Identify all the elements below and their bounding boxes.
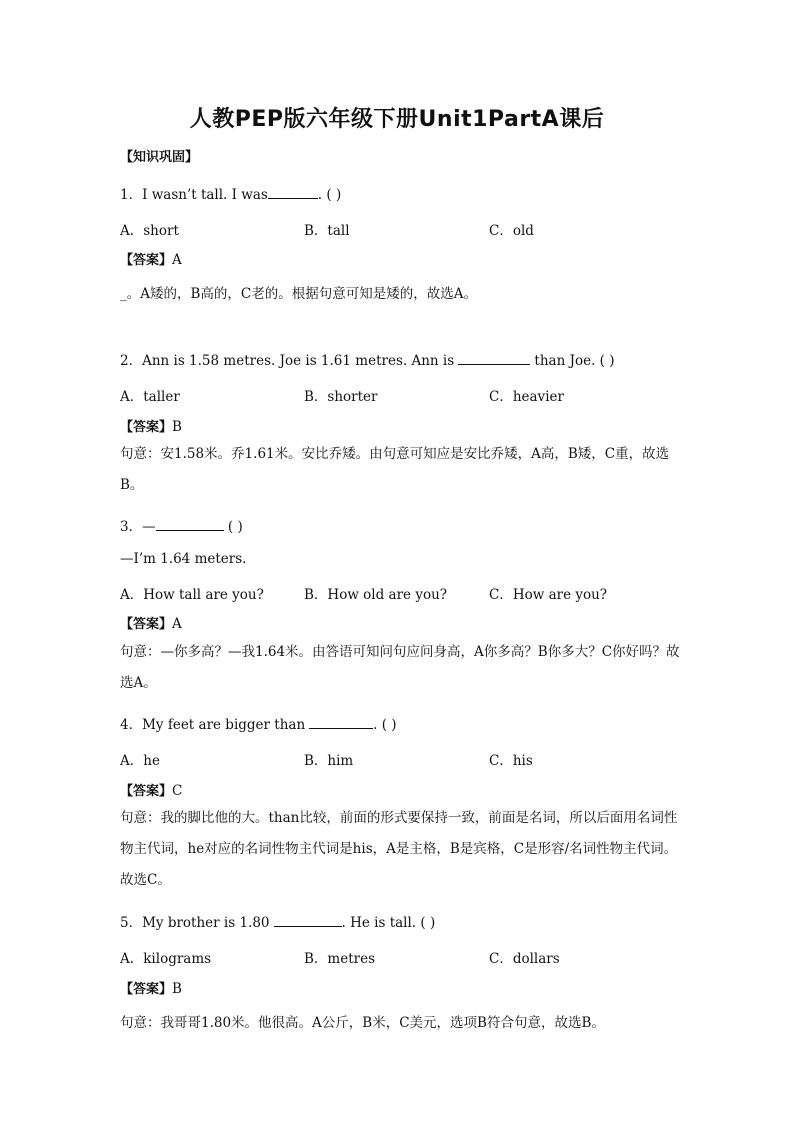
question-stem-tail: than Joe. ( )	[530, 353, 615, 369]
question-stem-text: 2．Ann is 1.58 metres. Joe is 1.61 metres. Ann is	[120, 353, 455, 369]
question-2-explanation: 句意：安1.58米。乔1.61米。安比乔矮。由句意可知应是安比乔矮，A高，B矮，C重，故选B。	[120, 446, 670, 493]
answer-value: C	[172, 783, 183, 799]
question-3-option-b: B．How old are you?	[304, 587, 448, 603]
question-3-answer	[120, 613, 182, 632]
question-1-explanation: _。A矮的，B高的，C老的。根据句意可知是矮的，故选A。	[120, 286, 477, 302]
answer-label: 【答案】	[120, 617, 173, 632]
answer-label: 【答案】	[120, 784, 173, 799]
answer-blank	[156, 518, 224, 531]
question-stem-tail: . He is tall. ( )	[341, 915, 436, 931]
question-3-option-a: A．How tall are you?	[120, 587, 264, 603]
question-1-stem	[120, 183, 341, 203]
question-1-option-b: B．tall	[304, 223, 350, 239]
question-1-option-a: A．short	[120, 223, 179, 239]
question-2-option-b: B．shorter	[304, 389, 378, 405]
question-5-stem	[120, 911, 435, 931]
question-2-stem	[120, 349, 615, 369]
answer-blank	[309, 716, 373, 729]
question-4-option-b: B．him	[304, 753, 354, 769]
question-5-option-a: A．kilograms	[120, 951, 212, 967]
question-4-stem	[120, 713, 397, 733]
section-label: 【知识巩固】	[120, 150, 199, 165]
answer-label: 【答案】	[120, 982, 173, 997]
question-stem-tail: ( )	[223, 519, 243, 535]
question-5-answer	[120, 978, 182, 997]
answer-blank	[458, 352, 530, 365]
answer-blank	[268, 186, 318, 199]
answer-value: B	[172, 981, 182, 997]
answer-value: A	[172, 616, 182, 632]
question-stem-text: 4．My feet are bigger than	[120, 717, 306, 733]
question-2-answer	[120, 416, 182, 435]
question-stem-text: 3．—	[120, 519, 156, 535]
question-3-stem	[120, 515, 243, 535]
question-1-answer	[120, 249, 182, 268]
question-3-explanation: 句意：—你多高？—我1.64米。由答语可知问句应问身高，A你多高？B你多大？C你好吗？故选A。	[120, 644, 680, 691]
question-4-answer	[120, 780, 182, 799]
question-5-explanation: 句意：我哥哥1.80米。他很高。A公斤，B米，C美元，选项B符合句意，故选B。	[120, 1015, 605, 1031]
question-stem-text: 5．My brother is 1.80	[120, 915, 270, 931]
question-3-reply: —I’m 1.64 meters.	[120, 551, 247, 567]
question-2-option-c: C．heavier	[489, 389, 564, 405]
question-4-explanation: 句意：我的脚比他的大。than比较，前面的形式要保持一致，前面是名词，所以后面用名词性物主代词，he对应的名词性物主代词是his，A是主格，B是宾格，C是形容/名词性物主代词。故选C。	[120, 810, 678, 888]
question-5-option-c: C．dollars	[489, 951, 560, 967]
answer-label: 【答案】	[120, 420, 173, 435]
answer-label: 【答案】	[120, 253, 173, 268]
question-5-option-b: B．metres	[304, 951, 376, 967]
answer-value: A	[172, 252, 182, 268]
answer-blank	[274, 914, 342, 927]
question-stem-text: 1．I wasn’t tall. I was	[120, 187, 268, 203]
question-4-option-a: A．he	[120, 753, 160, 769]
question-2-option-a: A．taller	[120, 389, 180, 405]
answer-value: B	[172, 419, 182, 435]
page-title: 人教PEP版六年级下册Unit1PartA课后	[189, 107, 605, 132]
question-1-option-c: C．old	[489, 223, 534, 239]
question-3-option-c: C．How are you?	[489, 587, 608, 603]
question-stem-tail: . ( )	[373, 717, 397, 733]
question-stem-tail: . ( )	[317, 187, 342, 203]
question-4-option-c: C．his	[489, 753, 533, 769]
